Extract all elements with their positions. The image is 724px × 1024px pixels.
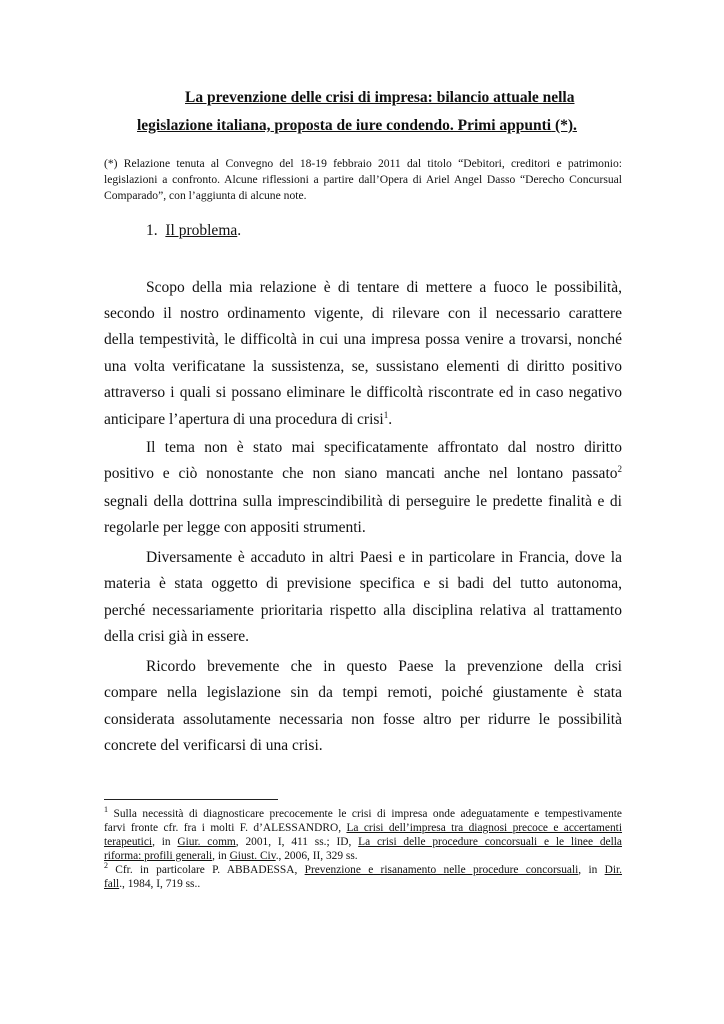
footnote-1-text-2a: farvi fronte cfr. fra i molti F. d’ALESSANDRO, xyxy=(104,822,347,834)
footnote-1-line-1 xyxy=(104,807,622,821)
p2-line-1: Il tema non è stato mai specificatamente affrontato dal nostro diritto xyxy=(146,439,622,456)
footnote-1-text-4a: , in xyxy=(212,850,230,862)
p3-line-1: Diversamente è accaduto in altri Paesi e in particolare in Francia, dove la xyxy=(146,549,622,566)
p2-line-3: segnali della dottrina sulla imprescindibilità di perseguire le predette finalità e di xyxy=(104,493,622,510)
p1-line-6-text: anticipare l’apertura di una procedura di crisi xyxy=(104,411,384,428)
p3-line-4: della crisi già in essere. xyxy=(104,628,250,645)
footnote-1-ref-title-2-end: riforma: profili generali xyxy=(104,850,213,862)
p4-line-1: Ricordo brevemente che in questo Paese la prevenzione della crisi xyxy=(146,658,622,675)
section-number: 1. xyxy=(146,222,158,239)
footnote-2-text-2b: ., 1984, I, 719 ss.. xyxy=(119,878,201,890)
section-heading xyxy=(146,222,241,240)
footnote-1-journal-2: Giust. Civ xyxy=(229,850,276,862)
p1-line-1: Scopo della mia relazione è di tentare di mettere a fuoco le possibilità, xyxy=(146,279,622,296)
footnote-1-journal-1: Giur. comm xyxy=(177,836,236,848)
p1-line-6 xyxy=(104,411,622,429)
footnote-1-text-3a: , in xyxy=(152,836,178,848)
p4-line-4: concrete del verificarsi di una crisi. xyxy=(104,737,323,754)
p1-end: . xyxy=(388,411,393,428)
footnote-separator xyxy=(104,799,278,800)
p2-line-2-text: positivo e ciò nonostante che non siano mancati anche nel lontano passato xyxy=(104,465,618,482)
p3-line-2: materia è stata oggetto di previsione specifica e si badi del tutto autonoma, xyxy=(104,575,622,592)
p4-line-2: compare nella legislazione sin da tempi remoti, poiché giustamente è stata xyxy=(104,684,622,701)
section-title: Il problema xyxy=(165,222,238,239)
p1-line-3: della tempestività, le difficoltà in cui una impresa possa venire a trovarsi, nonché xyxy=(104,331,622,348)
footnote-1-number: 1 xyxy=(104,805,108,814)
footnote-1-line-4 xyxy=(104,849,622,863)
p1-line-4: una volta verificatane la sussistenza, se, sussistano elementi di diritto positivo xyxy=(104,358,622,375)
footnote-2-line-1 xyxy=(104,863,622,877)
title-line-2-text: legislazione italiana, proposta de iure condendo. Primi appunti xyxy=(137,117,552,134)
p1-line-2: secondo il nostro ordinamento vigente, di rilevare con il necessario carattere xyxy=(104,305,622,322)
footnote-2-line-2 xyxy=(104,877,622,891)
p4-line-3: considerata assolutamente necessaria non fosse altro per ridurre le possibilità xyxy=(104,711,622,728)
title-footnote-mark: (*). xyxy=(554,117,577,134)
title-line-2 xyxy=(137,117,577,135)
p1-line-5: attraverso i quali si possano eliminare le difficoltà riscontrate ed in caso negativo xyxy=(104,384,622,401)
footnote-2-text-1b: , in xyxy=(578,864,605,876)
p2-line-4: regolarle per legge con appositi strumenti. xyxy=(104,519,366,536)
footnote-1-text-3b: , 2001, I, 411 ss.; ID, xyxy=(235,836,359,848)
footnote-2-ref-title: Prevenzione e risanamento nelle procedure concorsuali xyxy=(304,864,579,876)
footnote-2-number: 2 xyxy=(104,861,108,870)
footnote-2-journal-end: fall xyxy=(104,878,120,890)
footnote-ref-2[interactable]: 2 xyxy=(617,464,622,474)
footnote-1-text-1: Sulla necessità di diagnosticare precocemente le crisi di impresa onde adeguatamente e tempestivamente xyxy=(113,808,622,820)
section-title-period: . xyxy=(237,222,242,239)
intro-note: (*) Relazione tenuta al Convegno del 18-19 febbraio 2011 dal titolo “Debitori, creditori e patrimonio: legislazioni a confronto. Alcune riflessioni a partire dall’Opera di Ariel Angel Dasso “Derecho Concursual Comparado”, con l’aggiunta di alcune note. xyxy=(104,157,622,202)
footnote-1-line-2 xyxy=(104,821,622,835)
footnote-1-ref-title-2: La crisi delle procedure concorsuali e le linee della xyxy=(358,836,622,848)
footnote-1-text-4b: ., 2006, II, 329 ss. xyxy=(275,850,358,862)
footnote-2-text-1a: Cfr. in particolare P. ABBADESSA, xyxy=(108,864,305,876)
footnote-ref-1[interactable]: 1 xyxy=(383,410,389,420)
p3-line-3: perché necessariamente prioritaria rispetto alla disciplina relativa al trattamento xyxy=(104,602,622,619)
title-line-1: La prevenzione delle crisi di impresa: bilancio attuale nella xyxy=(185,89,575,106)
p2-line-2 xyxy=(104,465,622,483)
footnote-1-ref-title-1: La crisi dell’impresa tra diagnosi precoce e accertamenti xyxy=(346,822,622,834)
footnote-2-journal: Dir. xyxy=(604,864,623,876)
footnote-1-line-3 xyxy=(104,835,622,849)
footnote-1-ref-title-1-end: terapeutici xyxy=(104,836,153,848)
